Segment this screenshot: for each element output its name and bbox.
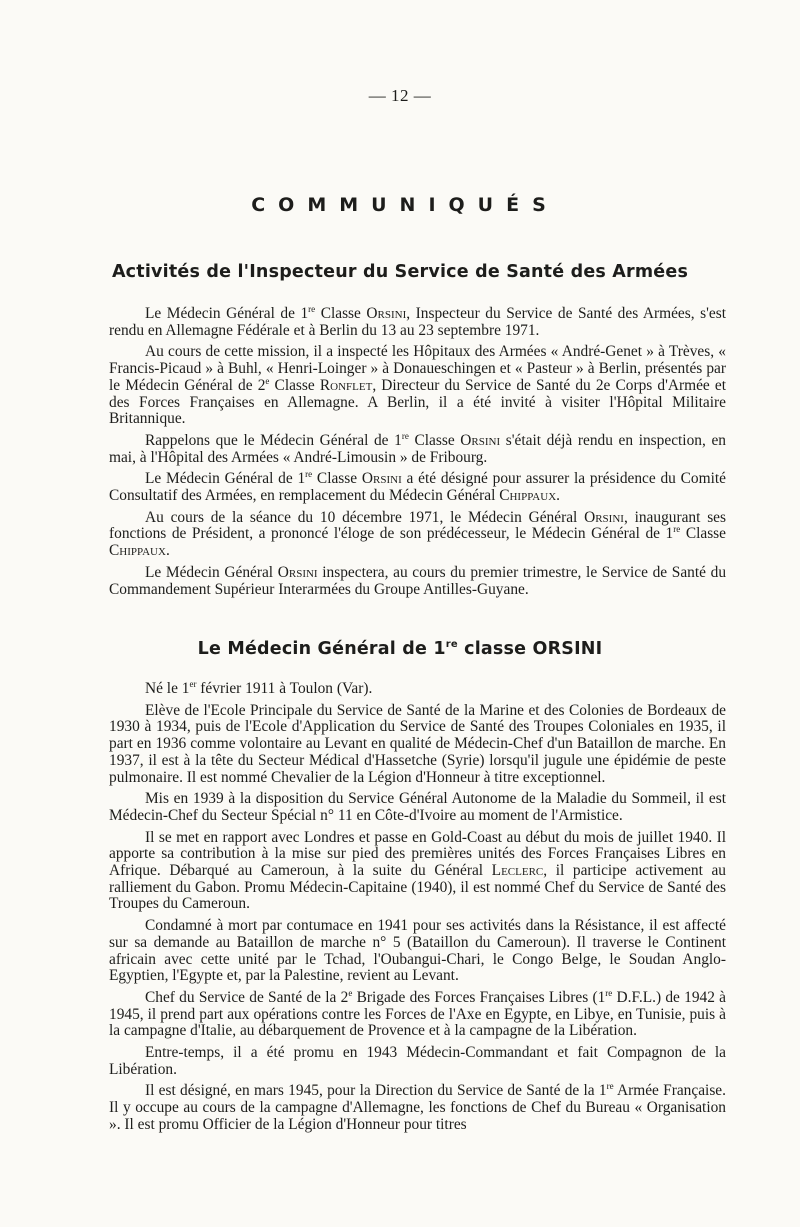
section2-paragraph: Il est désigné, en mars 1945, pour la Direction du Service de Santé de la 1re Armée Française. Il y occupe au cours de la campagne d'Allemagne, les fonctions de Chef du Bureau « Organisation ». Il est promu Officier de la Légion d'Honneur pour titres (109, 1081, 726, 1133)
section1-paragraph: Le Médecin Général de 1re Classe Orsini, Inspecteur du Service de Santé des Armées, s'est rendu en Allemagne Fédérale et à Berlin du 13 au 23 septembre 1971. (109, 304, 726, 339)
section2-paragraph: Chef du Service de Santé de la 2e Brigade des Forces Françaises Libres (1re D.F.L.) de 1942 à 1945, il prend part aux opérations contre les Forces de l'Axe en Egypte, en Libye, en Tunisie, puis à la campagne d'Italie, au débarquement de Provence et à la campagne de la Libération. (109, 987, 726, 1040)
section2-paragraph: Elève de l'Ecole Principale du Service de Santé de la Marine et des Colonies de Bordeaux de 1930 à 1934, puis de l'Ecole d'Application du Service de Santé des Troupes Coloniales en 1935, il part en 1936 comme volontaire au Levant en qualité de Médecin-Chef d'un Bataillon de marche. En 1937, il est à la tête du Secteur Médical d'Hassetche (Syrie) lorsqu'il jugule une épidémie de peste pulmonaire. Il est nommé Chevalier de la Légion d'Honneur à titre exceptionnel. (109, 701, 726, 786)
section2-paragraph: Mis en 1939 à la disposition du Service Général Autonome de la Maladie du Sommeil, il est Médecin-Chef du Secteur Spécial n° 11 en Côte-d'Ivoire au moment de l'Armistice. (109, 790, 726, 824)
section2-paragraph: Entre-temps, il a été promu en 1943 Médecin-Commandant et fait Compagnon de la Libération. (109, 1044, 726, 1078)
section2-body (109, 681, 726, 1139)
section1-paragraph: Le Médecin Général de 1re Classe Orsini a été désigné pour assurer la présidence du Comité Consultatif des Armées, en remplacement du Médecin Général Chippaux. (109, 469, 726, 505)
page-number: — 12 — (368, 86, 432, 105)
section1-paragraph: Le Médecin Général Orsini inspectera, au cours du premier trimestre, le Service de Santé du Commandement Supérieur Interarmées du Groupe Antilles-Guyane. (109, 563, 727, 598)
section1-paragraph: Au cours de la séance du 10 décembre 1971, le Médecin Général Orsini, inaugurant ses fonctions de Président, a prononcé l'éloge de son prédécesseur, le Médecin Général de 1re Classe Chippaux. (109, 508, 726, 560)
section2-title: Le Médecin Général de 1re classe ORSINI (197, 639, 603, 659)
section2-paragraph: Né le 1er février 1911 à Toulon (Var). (145, 679, 373, 697)
section1-body (109, 306, 726, 603)
section2-paragraph: Condamné à mort par contumace en 1941 pour ses activités dans la Résistance, il est affecté sur sa demande au Bataillon de marche n° 5 (Bataillon du Cameroun). Il traverse le Continent africain avec cette unité par le Tchad, l'Oubangui-Chari, le Congo Belge, le Soudan Anglo-Egyptien, l'Egypte et, par la Palestine, revient au Levant. (109, 917, 726, 985)
section1-title: Activités de l'Inspecteur du Service de Santé des Armées (111, 262, 689, 282)
section2-paragraph: Il se met en rapport avec Londres et passe en Gold-Coast au début du mois de juillet 1940. Il apporte sa contribution à la mise sur pied des premières unités des Forces Françaises Libres en Afrique. Débarqué au Cameroun, à la suite du Général Leclerc, il participe activement au ralliement du Gabon. Promu Médecin-Capitaine (1940), il est nommé Chef du Service de Santé des Troupes du Cameroun. (109, 828, 726, 913)
section1-paragraph: Rappelons que le Médecin Général de 1re Classe Orsini s'était déjà rendu en inspection, en mai, à l'Hôpital des Armées « André-Limousin » de Fribourg. (109, 430, 726, 466)
section-banner: COMMUNIQUÉS (251, 194, 559, 216)
section1-paragraph: Au cours de cette mission, il a inspecté les Hôpitaux des Armées « André-Genet » à Trèves, « Francis-Picaud » à Buhl, « Henri-Loinger » à Donaueschingen et « Pasteur » à Berlin, présentés par le Médecin Général de 2e Classe Ronflet, Directeur du Service de Santé du 2e Corps d'Armée et des Forces Françaises en Allemagne. A Berlin, il a été invité à visiter l'Hôpital Militaire Britannique. (109, 343, 726, 428)
